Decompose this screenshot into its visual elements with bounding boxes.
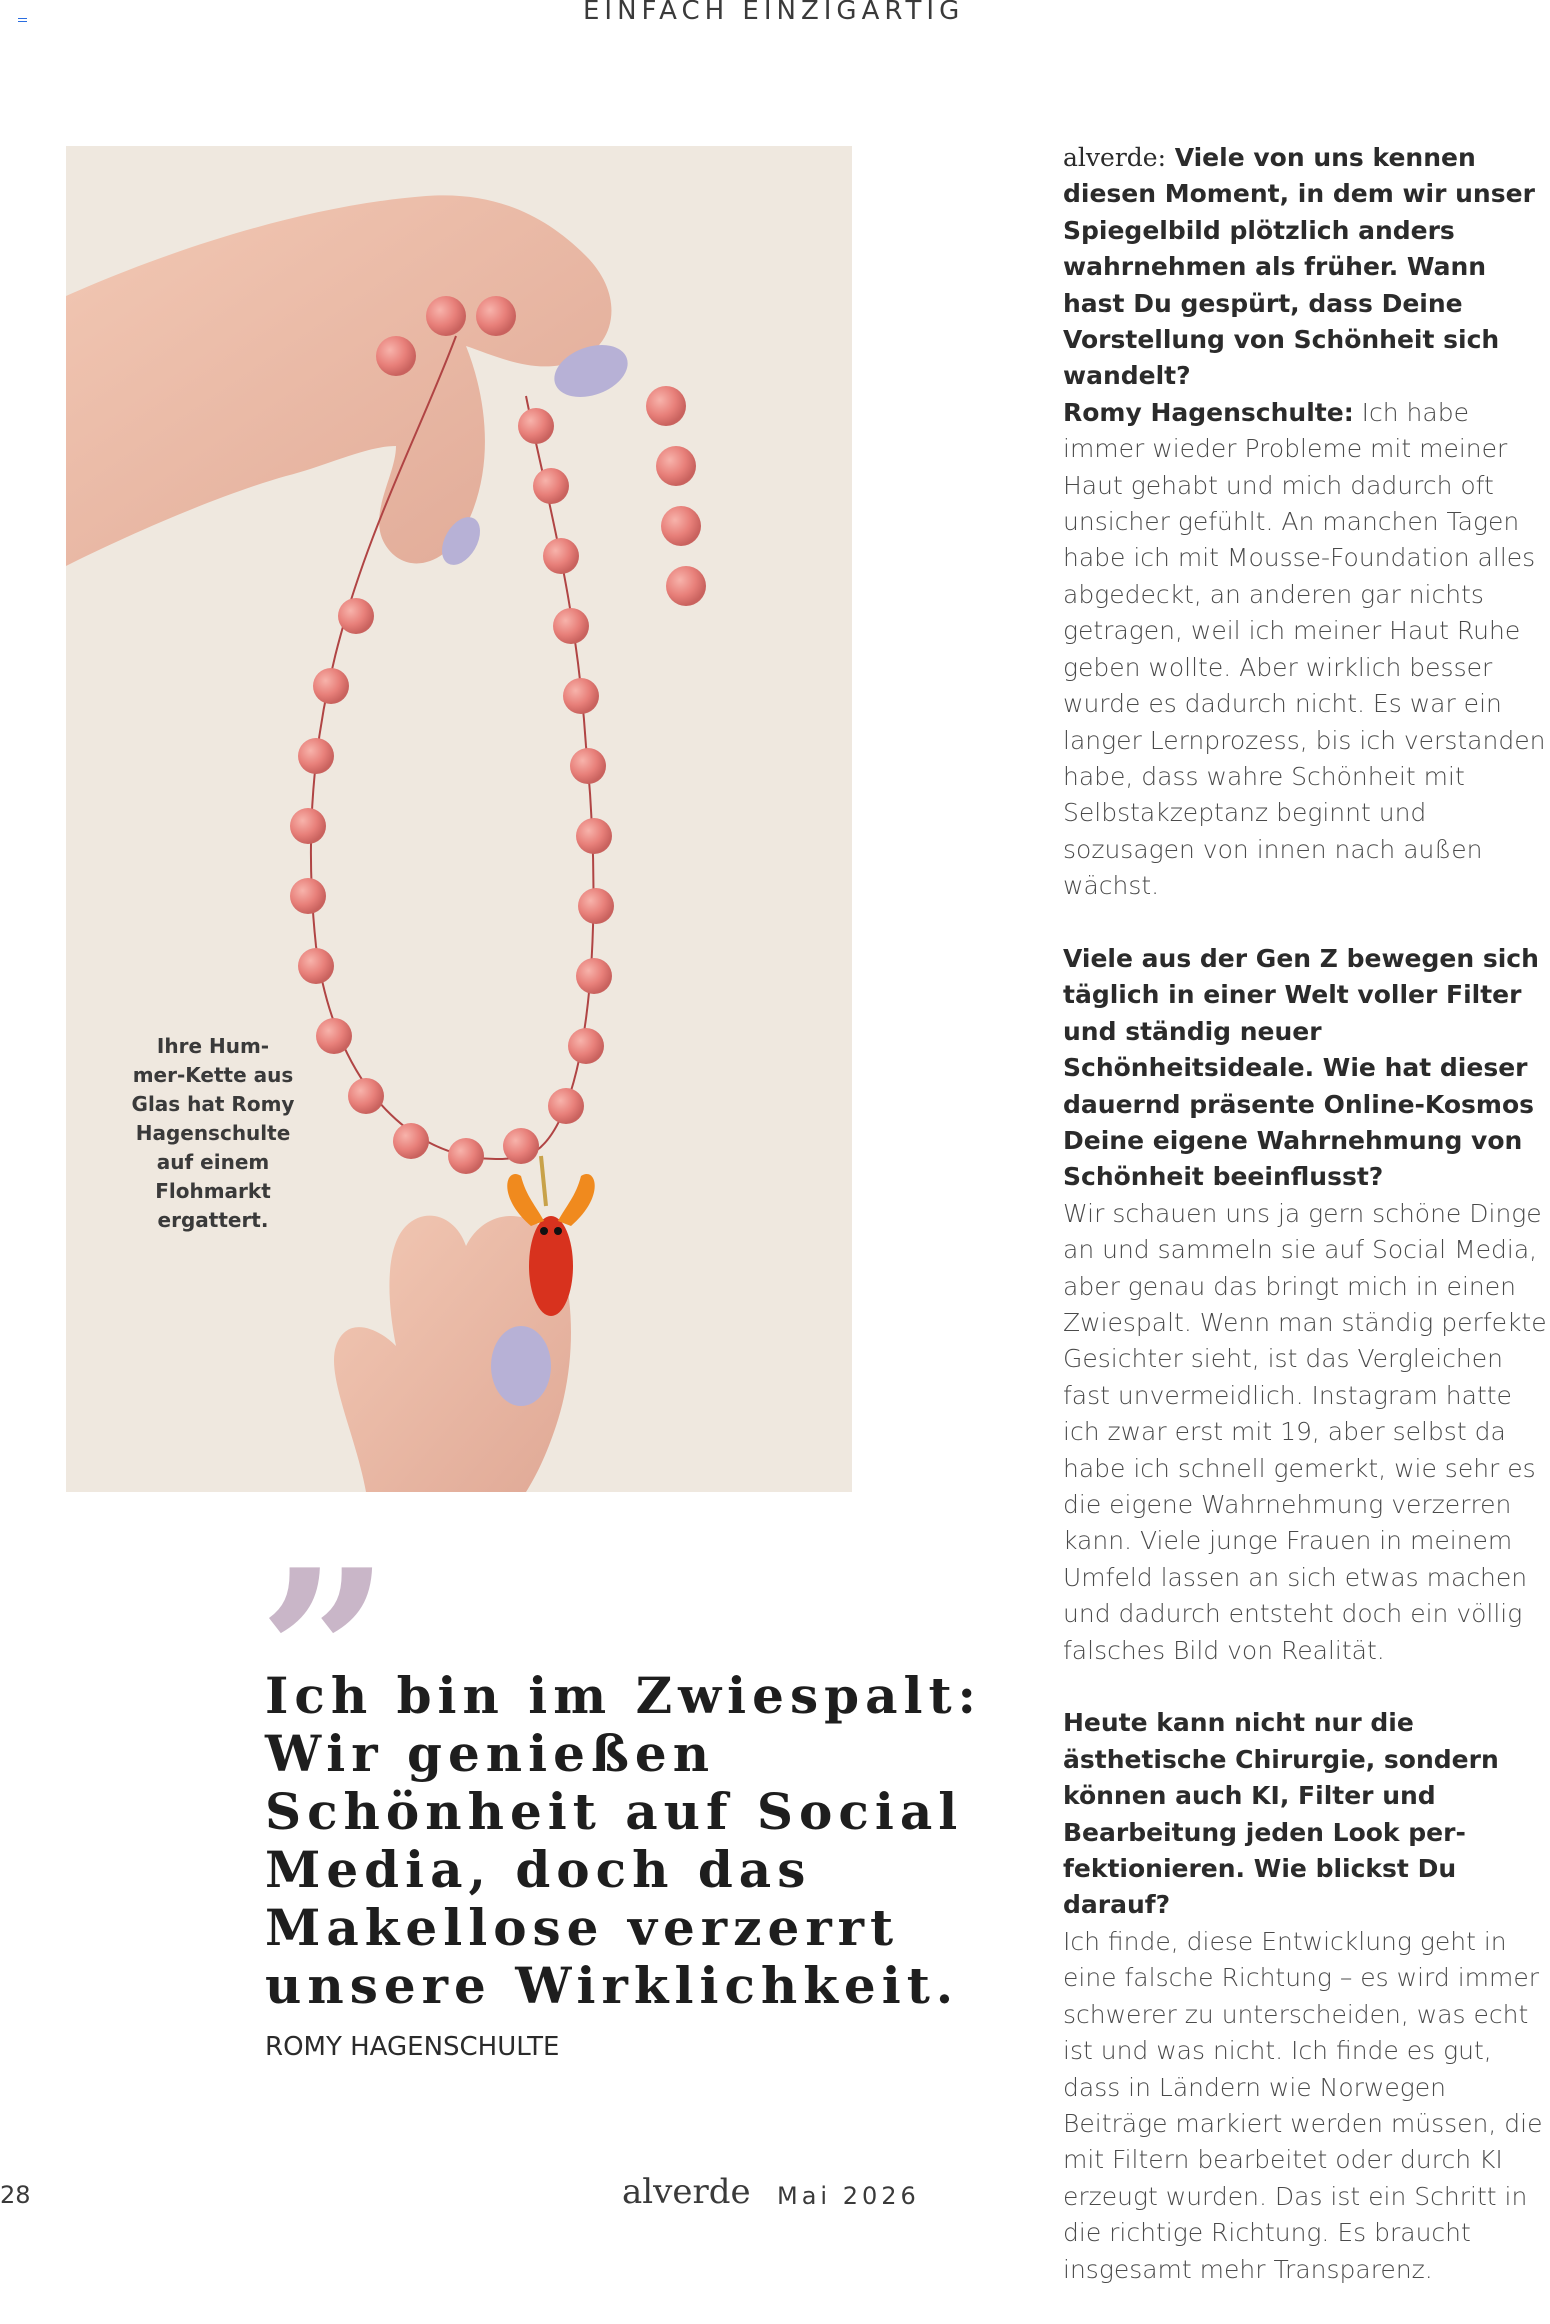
- question-2: Viele aus der Gen Z bewegen sich täglich in einer Welt voller Filter und ständig neuer Schönheitsideale. Wie hat dieser dauernd präsente Online-Kosmos Deine eigene Wahrnehmung von Schönheit beeinflusst? Wir schauen uns ja gern schöne Dinge an und sammeln sie auf Social Media, aber genau das bringt mich in einen Zwiespalt. Wenn man ständig perfekte Gesichter sieht, ist das Vergleichen fast unvermeidlich. Instagram hatte ich zwar erst mit 19, aber selbst da habe ich schnell gemerkt, wie sehr es die eigene Wahrnehmung verzerren kann. Viele junge Frauen in meinem Umfeld lassen an sich etwas machen und dadurch entsteht doch ein völlig falsches Bild von Realität.: [1063, 943, 1547, 1665]
- section-title: EINFACH EINZIGARTIG: [583, 0, 965, 26]
- necklace-illustration: [66, 146, 852, 1492]
- answer-2: Wir schauen uns ja gern schöne Dinge an und sammeln sie auf Social Media, aber genau das bringt mich in einen Zwiespalt. Wenn man ständig perfekte Gesichter sieht, ist das Vergleichen fast unvermeidlich. Instagram hatte ich zwar erst mit 19, aber selbst da habe ich schnell gemerkt, wie sehr es die eigene Wahrnehmung verzerren kann. Viele junge Frauen in meinem Umfeld lassen an sich etwas machen und dadurch entsteht doch ein völlig falsches Bild von Realität.: [1063, 1198, 1547, 1665]
- photo-caption: Ihre Hum- mer-Kette aus Glas hat Romy Hagenschulte auf einem Flohmarkt ergattert.: [131, 1034, 295, 1232]
- answer-1: Ich habe immer wieder Probleme mit meiner Haut gehabt und mich dadurch oft unsicher gefühlt. An manchen Tagen habe ich mit Mousse-Foundation alles abgedeckt, an anderen gar nichts getragen, weil ich meiner Haut Ruhe geben wollte. Aber wirklich besser wurde es dadurch nicht. Es war ein langer Lernprozess, bis ich verstanden habe, dass wahre Schönheit mit Selbstakzeptanz beginnt und sozusagen von innen nach außen wächst.: [1063, 397, 1546, 901]
- brand-inline: alverde:: [1063, 143, 1166, 172]
- quote-mark-icon: ”: [258, 1520, 391, 1790]
- necklace-photo: [66, 146, 852, 1492]
- page-number: 28: [0, 2181, 31, 2209]
- footer-issue-date: Mai 2026: [777, 2182, 920, 2210]
- menu-icon[interactable]: [18, 18, 27, 24]
- pull-quote-author: ROMY HAGENSCHULTE: [265, 2032, 560, 2062]
- lower-nail: [491, 1326, 551, 1406]
- answer-3: Ich finde, diese Entwicklung geht in eine falsche Richtung – es wird immer schwerer zu unterscheiden, was echt ist und was nicht. Ich finde es gut, dass in Ländern wie Norwegen Beiträge markiert werden müssen, die mit Filtern bearbeitet oder durch KI erzeugt wurden. Das ist ein Schritt in die richtige Richtung. Es braucht insgesamt mehr Transparenz.: [1063, 1926, 1543, 2284]
- footer-brand-logo: alverde: [622, 2172, 751, 2212]
- question-1: alverde: Viele von uns kennen diesen Moment, in dem wir unser Spiegelbild plötzlich anders wahrnehmen als früher. Wann hast Du gespürt, dass Deine Vorstellung von Schönheit sich wandelt? Romy Hagenschulte: Ich habe immer wieder Probleme mit meiner Haut gehabt und mich dadurch oft unsicher gefühlt. An manchen Tagen habe ich mit Mousse-Foundation alles abgedeckt, an anderen gar nichts getragen, weil ich meiner Haut Ruhe geben wollte. Aber wirklich besser wurde es dadurch nicht. Es war ein langer Lernprozess, bis ich verstanden habe, dass wahre Schönheit mit Selbstakzeptanz beginnt und sozusagen von innen nach außen wächst.: [1063, 143, 1546, 901]
- question-3: Heute kann nicht nur die ästhetische Chirurgie, sondern können auch KI, Filter und Bearbeitung jeden Look perfektionieren. Wie blickst Du darauf? Ich finde, diese Entwicklung geht in eine falsche Richtung – es wird immer schwerer zu unterscheiden, was echt ist und was nicht. Ich finde es gut, dass in Ländern wie Norwegen Beiträge markiert werden müssen, die mit Filtern bearbeitet oder durch KI erzeugt wurden. Das ist ein Schritt in die richtige Richtung. Es braucht insgesamt mehr Transparenz.: [1063, 1708, 1543, 2284]
- speaker-name: Romy Hagenschulte:: [1063, 397, 1354, 427]
- interview-text: [1063, 140, 1550, 2324]
- pull-quote: Ich bin im Zwiespalt: Wir genießen Schönheit auf Social Media, doch das Makellose verzerrt unsere Wirklichkeit.: [265, 1666, 983, 2015]
